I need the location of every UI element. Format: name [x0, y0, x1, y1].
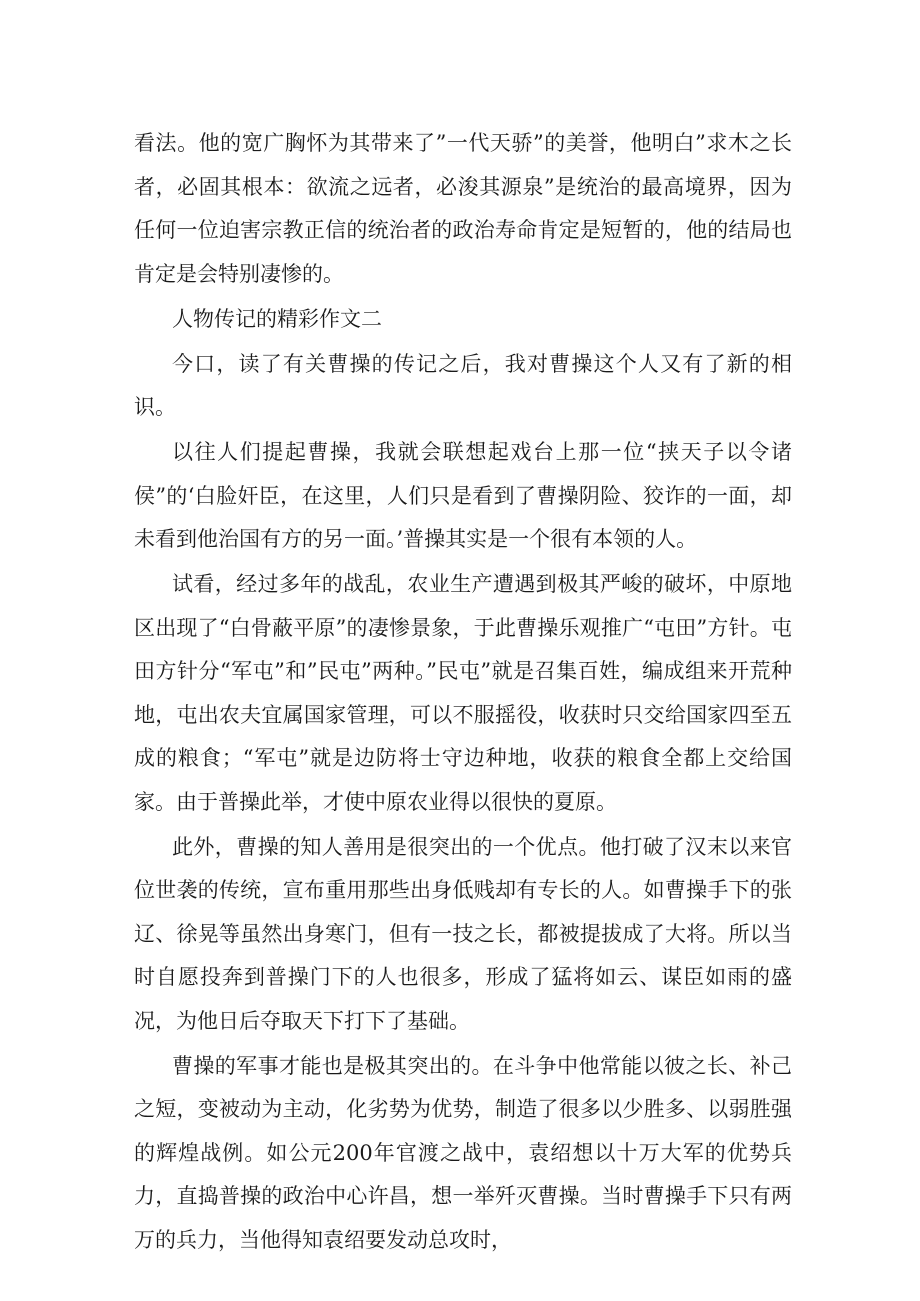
paragraph-talent: 此外，曹操的知人善用是很突出的一个优点。他打破了汉末以来官位世袭的传统，宣布重用那些出身低贱却有专长的人。如曹操手下的张辽、徐晃等虽然出身寒门，但有一技之长，都被提拔成了大将。所以当时自愿投奔到普操门下的人也很多，形成了猛将如云、谋臣如雨的盛况，为他日后夺取天下打下了基础。 [134, 834, 792, 1033]
paragraph-impression: 以往人们提起曹操，我就会联想起戏台上那一位“挟天子以令诸侯”的‘白脸奸臣，在这里，人们只是看到了曹操阴险、狡诈的一面，却未看到他治国有方的另一面。’普操其实是一个很有本领的人。 [134, 440, 792, 551]
section-heading: 人物传记的精彩作文二 [172, 306, 382, 331]
document-body [134, 122, 792, 1262]
paragraph-intro: 今口，读了有关曹操的传记之后，我对曹操这个人又有了新的相识。 [134, 351, 792, 419]
paragraph-tuntian: 试看，经过多年的战乱，农业生产遭遇到极其严峻的破坏，中原地区出现了“白骨蔽平原”的凄惨景象，于此曹操乐观推广“屯田”方针。屯田方针分“军屯”和”民屯”两种。”民屯”就是召集百姓，编成组来开荒种地，屯出农夫宜属国家管理，可以不服摇役，收获时只交给国家四至五成的粮食；“军屯”就是边防将士守边种地，收获的粮食全都上交给国家。由于普操此举，才使中原农业得以很快的夏原。 [134, 572, 792, 814]
paragraph-military: 曹操的军事才能也是极其突出的。在斗争中他常能以彼之长、补己之短，变被动为主动，化劣势为优势，制造了很多以少胜多、以弱胜强的辉煌战例。如公元200年官渡之战中，袁绍想以十万大军的优势兵力，直捣普操的政治中心许昌，想一举歼灭曹操。当时曹操手下只有两万的兵力，当他得知袁绍要发动总攻时， [134, 1053, 792, 1252]
paragraph-continued-opinion: 看法。他的宽广胸怀为其带来了”一代天骄”的美誉，他明白”求木之长者，必固其根本：欲流之远者，必浚其源泉”是统治的最高境界，因为任何一位迫害宗教正信的统治者的政治寿命肯定是短暂的，他的结局也肯定是会特别凄惨的。 [134, 131, 792, 286]
